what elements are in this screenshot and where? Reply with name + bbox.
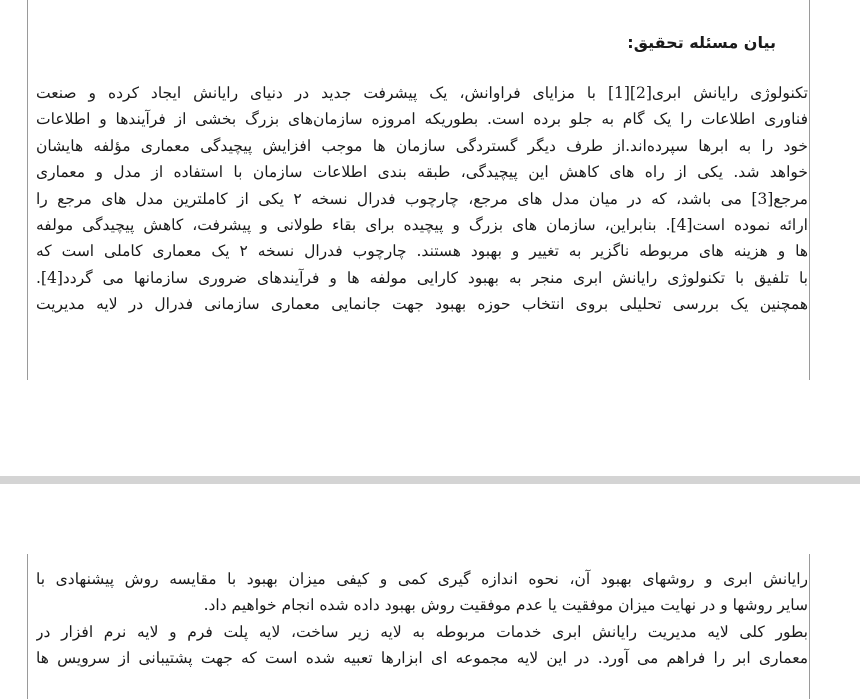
text-line: ارائه نموده است[4]. بنابراین، سازمان های بزرگ و پیچیده برای بقاء طولانی و پیشرفت، کاهش پیچیدگی مولفه [36,215,808,234]
text-line: خواهد شد. یکی از راه های کاهش این پیچیدگی، طبقه بندی اطلاعات سازمان با استفاده از مدل و معماری [36,163,808,182]
text-line: سایر روشها و در نهایت میزان موفقیت یا عدم موفقیت روش بهبود داده شده انجام خواهیم داد. [203,596,808,615]
text-line: با تلفیق با تکنولوژی رایانش ابری منجر به بهبود کارایی مولفه ها و فرآیندهای ضروری سازمانها می گردد[4]. [36,268,808,287]
text-line: تکنولوژی رایانش ابری[2][1] با مزایای فراوانش، یک پیشرفت جدید در دنیای رایانش ایجاد کرده و صنعت [36,84,808,102]
section-heading: بیان مسئله تحقیق: [627,33,776,52]
right-margin-guide [809,554,810,699]
paragraph-body [36,80,808,318]
page-separator [0,476,860,484]
text-line: همچنین یک بررسی تحلیلی بروی انتخاب حوزه بهبود جهت جانمایی معماری سازمانی فدرال در لایه مدیریت [36,295,808,314]
text-line: رایانش ابری و روشهای بهبود آن، نحوه اندازه گیری کمی و کیفی میزان بهبود با مقایسه روش پیشنهادی با [36,570,808,588]
right-margin-guide [809,0,810,380]
left-margin-guide [27,0,28,380]
text-line: معماری ابر را فراهم می آورد. در این لایه مجموعه ای ابزارها تعبیه شده است که جهت پشتیبانی از سرویس ها [36,649,808,668]
document-page-2 [0,484,860,699]
left-margin-guide [27,554,28,699]
text-line: بطور کلی لایه مدیریت رایانش ابری خدمات مربوطه به لایه زیر ساخت، لایه پلت فرم و لایه نرم افزار در [36,622,808,641]
text-line: خود را به ابرها سپرده‌اند.از طرف دیگر گستردگی سازمان ها موجب افزایش پیچیدگی معماری مؤلفه هایشان [36,136,808,155]
text-line: فناوری اطلاعات را یک گام به جلو برده است. بطوریکه امروزه سازمان‌های بزرگ بخشی از فرآیندها و اطلاعات [36,110,808,129]
text-line: مرجع[3] می باشد، که در میان مدل های مرجع، چارچوب فدرال نسخه ۲ یکی از کاملترین مدل های مرجع را [36,189,808,208]
text-line: ها و هزینه های مربوطه ناگزیر به تغییر و بهبود هستند. چارچوب فدرال نسخه ۲ یک معماری کاملی است که [36,242,808,261]
paragraph-body [36,566,808,672]
